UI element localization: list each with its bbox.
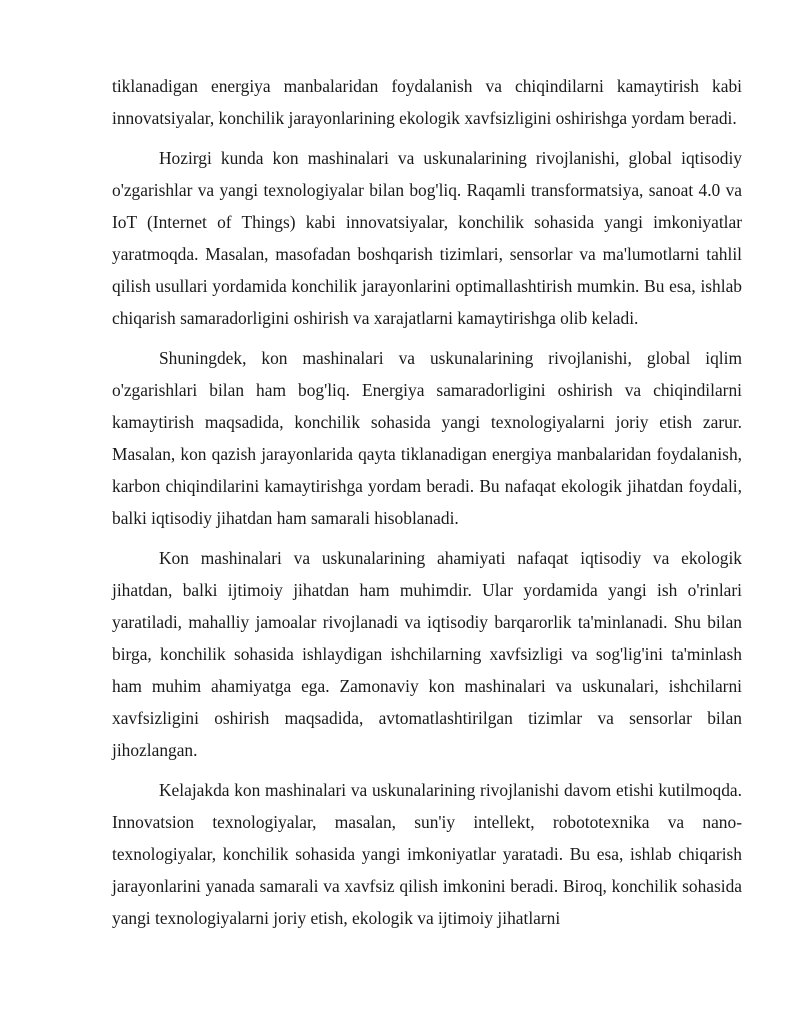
paragraph-climate: Shuningdek, kon mashinalari va uskunalarining rivojlanishi, global iqlim o'zgarishlari bilan ham bog'liq. Energiya samaradorligini oshirish va chiqindilarni kamaytirish maqsadida, konchilik sohasida yangi texnologiyalarni joriy etish zarur. Masalan, kon qazish jarayonlarida qayta tiklanadigan energiya manbalaridan foydalanish, karbon chiqindilarini kamaytirishga yordam beradi. Bu nafaqat ekologik jihatdan foydali, balki iqtisodiy jihatdan ham samarali hisoblanadi. <box>112 348 742 528</box>
paragraph-future: Kelajakda kon mashinalari va uskunalarining rivojlanishi davom etishi kutilmoqda. Innovatsion texnologiyalar, masalan, sun'iy intellekt, robototexnika va nano-texnologiyalar, konchilik sohasida yangi imkoniyatlar yaratadi. Bu esa, ishlab chiqarish jarayonlarini yanada samarali va xavfsiz qilish imkonini beradi. Biroq, konchilik sohasida yangi texnologiyalarni joriy etish, ekologik va ijtimoiy jihatlarni <box>112 780 742 928</box>
document-page <box>112 70 742 942</box>
paragraph-continuation: tiklanadigan energiya manbalaridan foydalanish va chiqindilarni kamaytirish kabi innovatsiyalar, konchilik jarayonlarining ekologik xavfsizligini oshirishga yordam beradi. <box>112 76 742 128</box>
paragraph-social-importance: Kon mashinalari va uskunalarining ahamiyati nafaqat iqtisodiy va ekologik jihatdan, balki ijtimoiy jihatdan ham muhimdir. Ular yordamida yangi ish o'rinlari yaratiladi, mahalliy jamoalar rivojlanadi va iqtisodiy barqarorlik ta'minlanadi. Shu bilan birga, konchilik sohasida ishlaydigan ishchilarning xavfsizligi va sog'lig'ini ta'minlash ham muhim ahamiyatga ega. Zamonaviy kon mashinalari va uskunalari, ishchilarni xavfsizligini oshirish maqsadida, avtomatlashtirilgan tizimlar va sensorlar bilan jihozlangan. <box>112 548 742 760</box>
paragraph-modern-development: Hozirgi kunda kon mashinalari va uskunalarining rivojlanishi, global iqtisodiy o'zgarishlar va yangi texnologiyalar bilan bog'liq. Raqamli transformatsiya, sanoat 4.0 va IoT (Internet of Things) kabi innovatsiyalar, konchilik sohasida yangi imkoniyatlar yaratmoqda. Masalan, masofadan boshqarish tizimlari, sensorlar va ma'lumotlarni tahlil qilish usullari yordamida konchilik jarayonlarini optimallashtirish mumkin. Bu esa, ishlab chiqarish samaradorligini oshirish va xarajatlarni kamaytirishga olib keladi. <box>112 148 742 328</box>
